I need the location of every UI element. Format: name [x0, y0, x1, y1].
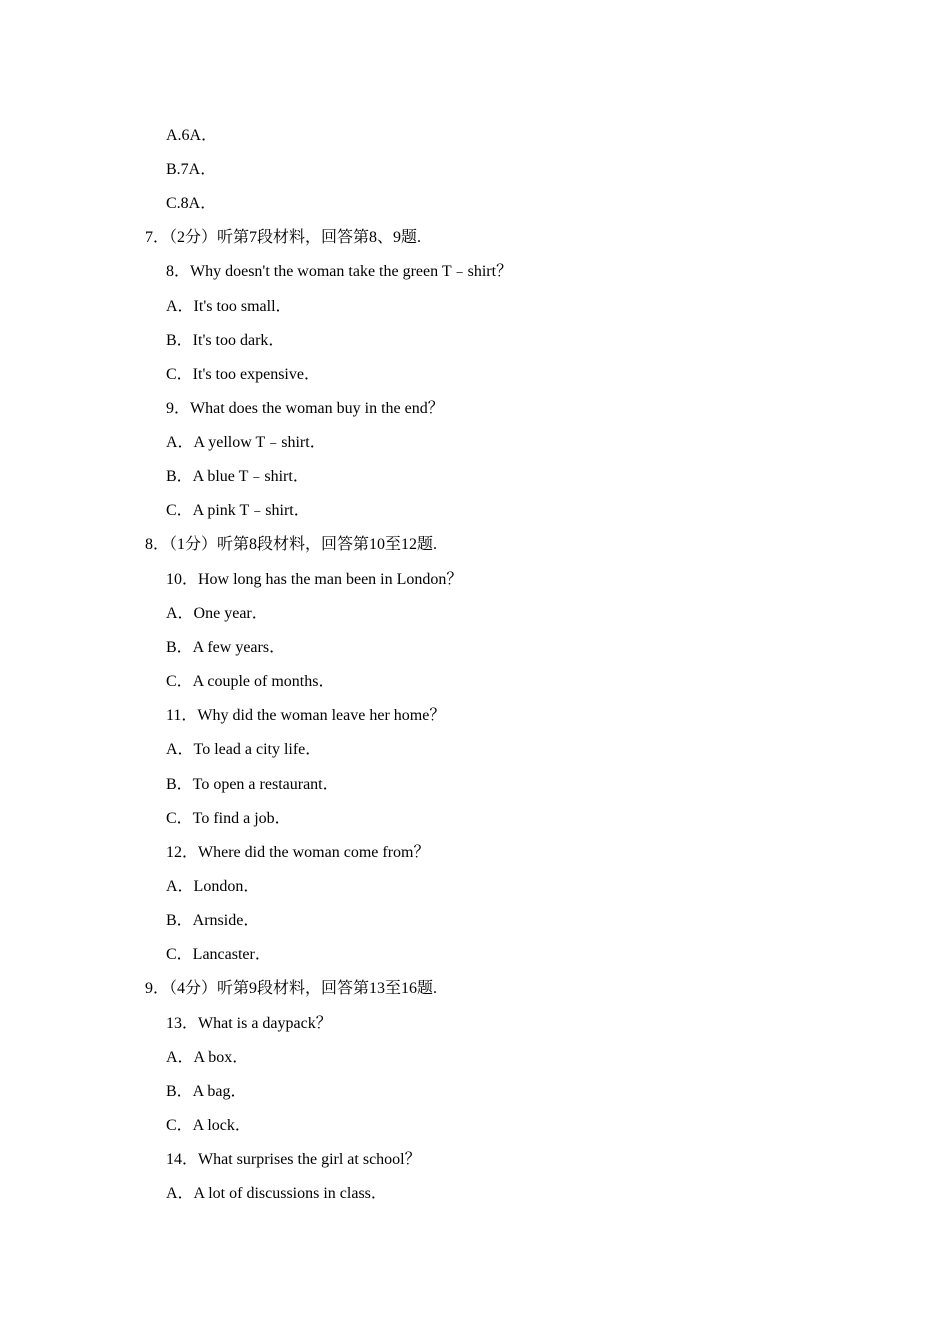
question-line: 12．Where did the woman come from？ — [166, 844, 430, 861]
question-line: 11．Why did the woman leave her home？ — [166, 707, 446, 724]
option-line: C．To find a job． — [166, 810, 291, 827]
question-line: 13．What is a daypack？ — [166, 1015, 332, 1032]
option-line: B．Arnside． — [166, 912, 260, 929]
option-line: A．To lead a city life． — [166, 741, 322, 758]
option-line: B．A few years． — [166, 639, 286, 656]
question-line: 8．Why doesn't the woman take the green T﹣shirt？ — [166, 263, 513, 280]
section-heading: 7．（2分）听第7段材料，回答第8、9题. — [145, 229, 422, 246]
option-line: C．Lancaster． — [166, 946, 271, 963]
option-line: C.8A． — [166, 195, 217, 212]
question-line: 10．How long has the man been in London？ — [166, 571, 463, 588]
option-line: A．One year． — [166, 605, 268, 622]
option-line: B．To open a restaurant． — [166, 776, 339, 793]
option-line: C．A couple of months． — [166, 673, 335, 690]
question-line: 9．What does the woman buy in the end？ — [166, 400, 444, 417]
section-heading: 8．（1分）听第8段材料，回答第10至12题. — [145, 536, 438, 553]
option-line: B．It's too dark． — [166, 332, 285, 349]
option-line: C．A pink T﹣shirt． — [166, 502, 310, 519]
option-line: A．A lot of discussions in class． — [166, 1185, 387, 1202]
question-line: 14．What surprises the girl at school？ — [166, 1151, 421, 1168]
option-line: A．It's too small． — [166, 298, 292, 315]
section-heading: 9．（4分）听第9段材料，回答第13至16题. — [145, 980, 438, 997]
option-line: C．It's too expensive． — [166, 366, 320, 383]
option-line: B．A bag． — [166, 1083, 247, 1100]
option-line: A．London． — [166, 878, 260, 895]
option-line: A．A box． — [166, 1049, 249, 1066]
option-line: B．A blue T﹣shirt． — [166, 468, 309, 485]
option-line: A.6A． — [166, 127, 218, 144]
option-line: B.7A． — [166, 161, 217, 178]
option-line: C．A lock． — [166, 1117, 251, 1134]
option-line: A．A yellow T﹣shirt． — [166, 434, 326, 451]
